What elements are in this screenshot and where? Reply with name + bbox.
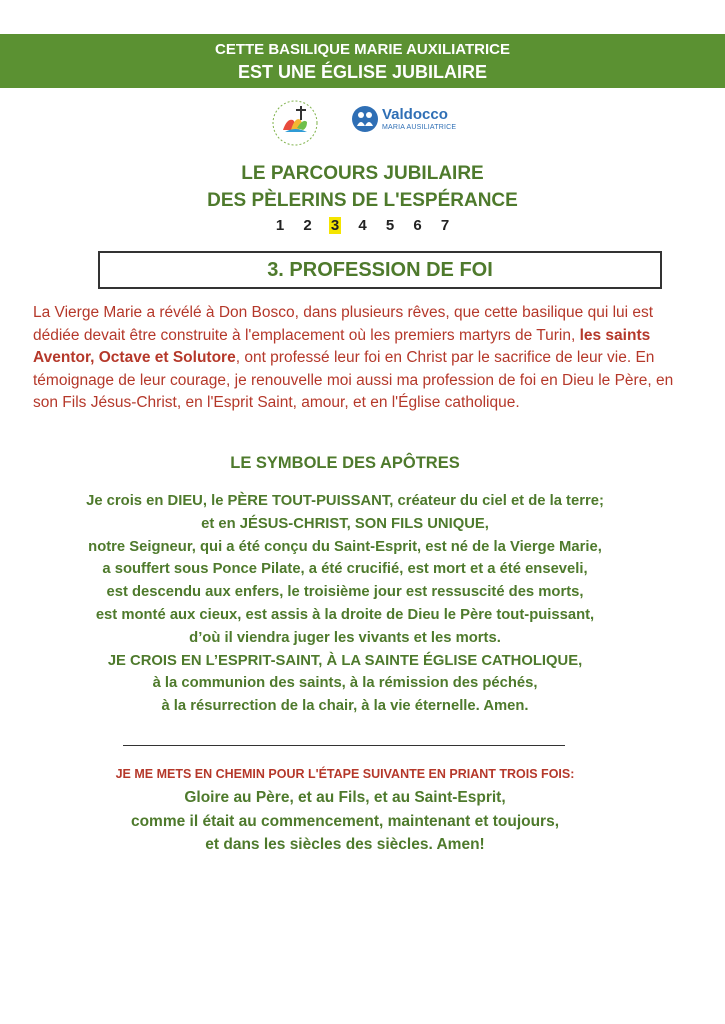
step-2: 2 — [303, 217, 312, 234]
creed-line: à la résurrection de la chair, à la vie éternelle. Amen. — [161, 698, 529, 715]
step-4: 4 — [358, 217, 367, 234]
step-numbers — [0, 217, 725, 234]
title-line-2: DES PÈLERINS DE L'ESPÉRANCE — [207, 190, 518, 211]
logos-row — [0, 98, 725, 148]
title-line-1: LE PARCOURS JUBILAIRE — [241, 163, 484, 184]
creed-line: JE CROIS EN L’ESPRIT-SAINT, À LA SAINTE ÉGLISE CATHOLIQUE, — [107, 652, 583, 669]
prayer-line: et dans les siècles des siècles. Amen! — [205, 836, 485, 853]
step-7: 7 — [440, 217, 450, 234]
valdocco-name: Valdocco — [382, 106, 448, 123]
creed-line: est monté aux cieux, est assis à la droite de Dieu le Père tout-puissant, — [95, 606, 595, 623]
page-title — [0, 160, 725, 214]
step-3-current: 3 — [330, 217, 340, 234]
intro-saints-bold: les saints Aventor, Octave et Solutore — [33, 326, 651, 366]
prayer-line: comme il était au commencement, maintenant et toujours, — [130, 812, 560, 830]
banner-line-2: EST UNE ÉGLISE JUBILAIRE — [237, 62, 488, 82]
step-5: 5 — [385, 217, 395, 234]
header-banner — [0, 34, 725, 88]
creed-line: à la communion des saints, à la rémission des péchés, — [152, 675, 538, 692]
step-1: 1 — [275, 217, 285, 234]
prayer-heading: JE ME METS EN CHEMIN POUR L'ÉTAPE SUIVANTE EN PRIANT TROIS FOIS: — [115, 767, 575, 781]
prayer-line: Gloire au Père, et au Fils, et au Saint-Esprit, — [184, 789, 506, 806]
banner-line-1: CETTE BASILIQUE MARIE AUXILIATRICE — [214, 41, 510, 58]
step-6: 6 — [413, 217, 422, 234]
jubilee-logo-icon — [263, 98, 327, 148]
intro-paragraph — [33, 302, 693, 415]
creed-line: et en JÉSUS-CHRIST, SON FILS UNIQUE, — [201, 515, 489, 532]
valdocco-emblem-icon — [352, 106, 378, 132]
creed-text — [0, 490, 690, 718]
creed-line: d’où il viendra juger les vivants et les morts. — [189, 629, 501, 646]
section-title: 3. PROFESSION DE FOI — [98, 251, 662, 289]
creed-heading: LE SYMBOLE DES APÔTRES — [230, 454, 460, 472]
creed-line: est descendu aux enfers, le troisième jour est ressuscité des morts, — [106, 584, 584, 601]
divider — [123, 745, 565, 746]
creed-line: a souffert sous Ponce Pilate, a été crucifié, est mort et a été enseveli, — [102, 561, 588, 578]
intro-text-2: , ont professé leur foi en Christ par le sacrifice de leur vie. En témoignage de leur courage, je renouvelle moi aussi ma profession de foi en Dieu le Père, en son Fils Jésus-Christ, en l'Esprit Saint, amour, et en l'Église catholique. — [33, 349, 674, 411]
intro-text-1: La Vierge Marie a révélé à Don Bosco, dans plusieurs rêves, que cette basilique qui lui est dédiée devait être construite à l'emplacement où les premiers martyrs de Turin, — [33, 304, 654, 344]
creed-line: notre Seigneur, qui a été conçu du Saint-Esprit, est né de la Vierge Marie, — [88, 538, 602, 555]
valdocco-subtitle: MARIA AUSILIATRICE — [382, 124, 457, 131]
creed-line: Je crois en DIEU, le PÈRE TOUT-PUISSANT, créateur du ciel et de la terre; — [86, 493, 604, 509]
prayer-text — [0, 786, 690, 857]
